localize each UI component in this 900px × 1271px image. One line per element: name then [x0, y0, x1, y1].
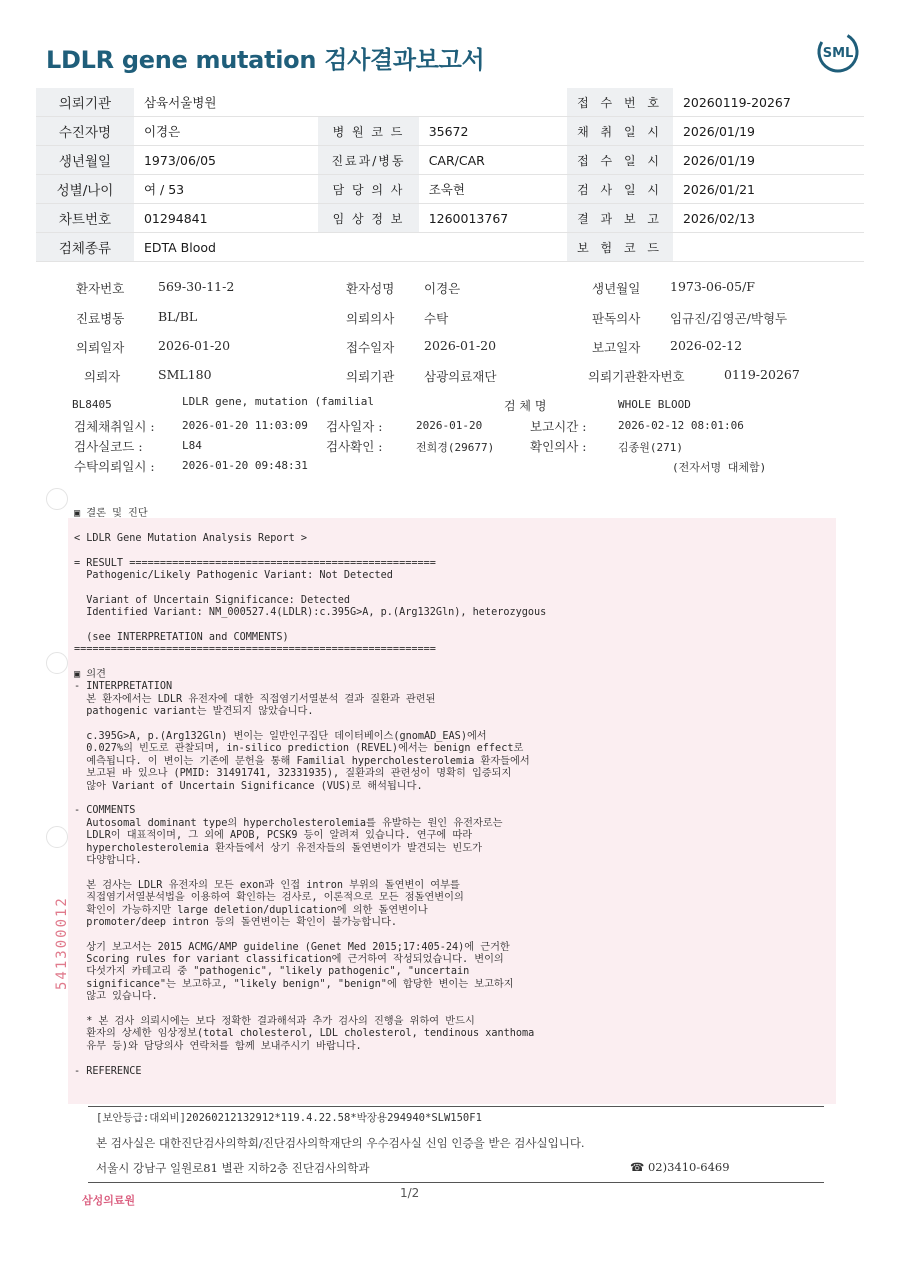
lab-code-label: 검사실코드 : — [74, 439, 143, 454]
report-time-label: 보고시간 : — [530, 419, 587, 434]
lab-code-value: L84 — [182, 439, 202, 452]
header-value: 이경은 — [134, 117, 318, 146]
report-line: LDLR이 대표적이며, 그 외에 APOB, PCSK9 등이 알려져 있습니다. 연구에 따라 — [74, 830, 473, 842]
info-label: 환자성명 — [346, 281, 395, 296]
header-value: 01294841 — [134, 204, 318, 233]
report-line: 0.027%의 빈도로 관찰되며, in-silico prediction (REVEL)에서는 benign effect로 — [74, 743, 524, 755]
header-value: 1260013767 — [419, 204, 567, 233]
info-label: 의뢰기관 — [346, 369, 395, 384]
report-line: 다섯가지 카테고리 중 "pathogenic", "likely pathogenic", "uncertain — [74, 966, 470, 978]
report-line: pathogenic variant는 발견되지 않았습니다. — [74, 706, 314, 718]
info-label: 의뢰의사 — [346, 311, 395, 326]
report-line — [74, 1053, 546, 1065]
header-label: 담 당 의 사 — [318, 175, 418, 204]
info-value: 2026-01-20 — [158, 338, 231, 353]
report-line: * 본 검사 의뢰시에는 보다 정확한 결과해석과 추가 검사의 진행을 위하여 반드시 — [74, 1016, 475, 1028]
header-label: 수진자명 — [36, 117, 134, 146]
report-line: = RESULT ================================================== — [74, 557, 436, 569]
header-label: 진료과/병동 — [318, 146, 418, 175]
header-value: 삼육서울병원 — [134, 88, 318, 117]
report-line: c.395G>A, p.(Arg132Gln) 변이는 일반인구집단 데이터베이스(gnomAD_EAS)에서 — [74, 731, 487, 743]
report-line: significance"는 보고하고, "likely benign", "benign"에 합당한 변이는 보고하지 — [74, 978, 514, 990]
header-label: 보 험 코 드 — [567, 233, 673, 262]
info-value: 임규진/김영곤/박형두 — [670, 311, 788, 326]
report-line: 상기 보고서는 2015 ACMG/AMP guideline (Genet Med 2015;17:405-24)에 근거한 — [74, 941, 510, 953]
header-value — [419, 88, 567, 117]
test-date-label: 검사일자 : — [326, 419, 383, 434]
header-row — [36, 233, 864, 262]
report-line: (see INTERPRETATION and COMMENTS) — [74, 631, 289, 643]
info-value: 삼광의료재단 — [424, 369, 497, 384]
footer-divider — [88, 1106, 824, 1107]
address: 서울시 강남구 일원로81 별관 지하2층 진단검사의학과 — [96, 1161, 370, 1175]
phone: ☎ 02)3410-6469 — [630, 1160, 730, 1174]
info-value: 2026-02-12 — [670, 338, 743, 353]
info-label: 의뢰기관환자번호 — [588, 369, 685, 384]
info-value: 2026-01-20 — [424, 338, 497, 353]
report-line — [74, 520, 546, 532]
header-label: 검체종류 — [36, 233, 134, 262]
report-line: 다양합니다. — [74, 854, 142, 866]
report-line — [74, 719, 546, 731]
info-value: BL/BL — [158, 309, 198, 324]
info-value: 1973-06-05/F — [670, 279, 755, 294]
header-label: 성별/나이 — [36, 175, 134, 204]
side-number: 541300012 — [54, 896, 70, 990]
header-label: 병 원 코 드 — [318, 117, 418, 146]
punch-hole — [46, 826, 68, 848]
report-line: - INTERPRETATION — [74, 681, 173, 693]
test-date-value: 2026-01-20 — [416, 419, 483, 432]
report-body — [74, 508, 546, 1078]
collect-value: 2026-01-20 11:03:09 — [182, 419, 308, 432]
info-label: 보고일자 — [592, 340, 641, 355]
logo-text: SML — [822, 46, 854, 61]
specimen-label: 검 체 명 — [504, 399, 547, 413]
test-code: BL8405 — [72, 398, 112, 411]
report-line: - REFERENCE — [74, 1065, 142, 1077]
header-row — [36, 117, 864, 146]
header-value: 2026/01/19 — [673, 146, 864, 175]
page-number: 1/2 — [400, 1186, 420, 1200]
report-line: Scoring rules for variant classification에 근거하여 작성되었습니다. 변이의 — [74, 954, 504, 966]
request-value: 2026-01-20 09:48:31 — [182, 459, 308, 472]
report-line: promoter/deep intron 등의 돌연변이는 확인이 불가능합니다. — [74, 916, 398, 928]
header-label — [318, 233, 418, 262]
info-label: 의뢰일자 — [76, 340, 125, 355]
header-row — [36, 204, 864, 233]
report-line: - COMMENTS — [74, 805, 136, 817]
header-value: 2026/01/21 — [673, 175, 864, 204]
confirm-label: 검사확인 : — [326, 439, 383, 454]
doctor-value: 김종원(271) — [618, 441, 683, 454]
header-value: 1973/06/05 — [134, 146, 318, 175]
header-label: 접 수 일 시 — [567, 146, 673, 175]
header-value — [673, 233, 864, 262]
report-line: Variant of Uncertain Significance: Detected — [74, 594, 351, 606]
report-line — [74, 657, 546, 669]
report-line — [74, 582, 546, 594]
header-label: 채 취 일 시 — [567, 117, 673, 146]
report-line: 본 환자에서는 LDLR 유전자에 대한 직접염기서열분석 결과 질환과 관련된 — [74, 693, 436, 705]
punch-hole — [46, 652, 68, 674]
report-line: 확인이 가능하지만 large deletion/duplication에 의한 돌연변이나 — [74, 904, 428, 916]
header-value: 2026/02/13 — [673, 204, 864, 233]
info-label: 환자번호 — [76, 281, 125, 296]
report-line: 본 검사는 LDLR 유전자의 모든 exon과 인접 intron 부위의 돌연변이 여부를 — [74, 879, 460, 891]
info-value: 0119-20267 — [724, 367, 800, 382]
info-label: 판독의사 — [592, 311, 641, 326]
header-value: EDTA Blood — [134, 233, 318, 262]
report-line: 않고 있습니다. — [74, 991, 158, 1003]
info-label: 의뢰자 — [84, 369, 121, 384]
report-line: 보고된 바 있으나 (PMID: 31491741, 32331935), 질환과의 관련성이 명확히 입증되지 — [74, 768, 512, 780]
report-line: 직접염기서열분석법을 이용하여 확인하는 검사로, 이론적으로 모든 점돌연변이의 — [74, 892, 464, 904]
report-line: =========================================================== — [74, 644, 436, 656]
cert-statement: 본 검사실은 대한진단검사의학회/진단검사의학재단의 우수검사실 신임 인증을 받은 검사실입니다. — [96, 1136, 585, 1150]
test-name: LDLR gene, mutation (familial — [182, 395, 375, 408]
header-label: 의뢰기관 — [36, 88, 134, 117]
doctor-label: 확인의사 : — [530, 439, 587, 454]
info-value: 이경은 — [424, 281, 461, 296]
report-line: 환자의 상세한 임상정보(total cholesterol, LDL cholesterol, tendinous xanthoma — [74, 1028, 535, 1040]
report-line: Autosomal dominant type의 hypercholesterolemia를 유발하는 원인 유전자로는 — [74, 817, 503, 829]
header-label — [318, 88, 418, 117]
report-line — [74, 620, 546, 632]
report-line: ▣ 의견 — [74, 669, 106, 681]
header-row — [36, 88, 864, 117]
security-line: [보안등급:대외비]20260212132912*119.4.22.58*박장용294940*SLW150F1 — [96, 1112, 482, 1124]
esign-note: (전자서명 대체함) — [672, 461, 767, 474]
report-line — [74, 1004, 546, 1016]
report-line: Pathogenic/Likely Pathogenic Variant: Not Detected — [74, 569, 393, 581]
footer-divider — [88, 1182, 824, 1183]
info-value: 569-30-11-2 — [158, 279, 235, 294]
header-value: 여 / 53 — [134, 175, 318, 204]
report-title: LDLR gene mutation 검사결과보고서 — [46, 46, 485, 74]
report-time-value: 2026-02-12 08:01:06 — [618, 419, 744, 432]
header-value: 조욱현 — [419, 175, 567, 204]
header-label: 생년월일 — [36, 146, 134, 175]
info-value: 수탁 — [424, 311, 449, 326]
specimen-value: WHOLE BLOOD — [618, 398, 691, 411]
report-line: hypercholesterolemia 환자들에서 상기 유전자들의 돌연변이가 발견되는 빈도가 — [74, 842, 482, 854]
punch-hole — [46, 488, 68, 510]
report-line — [74, 867, 546, 879]
request-label: 수탁의뢰일시 : — [74, 459, 155, 474]
header-value: CAR/CAR — [419, 146, 567, 175]
header-info-table — [36, 88, 864, 262]
report-line: 유무 등)와 담당의사 연락처를 함께 보내주시기 바랍니다. — [74, 1040, 362, 1052]
report-line: ▣ 결론 및 진단 — [74, 508, 148, 519]
brand-name: 삼성의료원 — [82, 1194, 136, 1207]
info-label: 접수일자 — [346, 340, 395, 355]
info-value: SML180 — [158, 367, 212, 382]
collect-label: 검체채취일시 : — [74, 419, 155, 434]
sml-logo — [816, 30, 860, 74]
report-line: 예측됩니다. 이 변이는 기존에 문헌을 통해 Familial hypercholesterolemia 환자들에서 — [74, 755, 530, 767]
report-line: < LDLR Gene Mutation Analysis Report > — [74, 532, 308, 544]
header-value: 2026/01/19 — [673, 117, 864, 146]
report-line — [74, 545, 546, 557]
header-value: 35672 — [419, 117, 567, 146]
header-value — [419, 233, 567, 262]
header-label: 차트번호 — [36, 204, 134, 233]
header-row — [36, 175, 864, 204]
report-line — [74, 793, 546, 805]
confirm-value: 전희경(29677) — [416, 441, 495, 454]
header-value: 20260119-20267 — [673, 88, 864, 117]
info-label: 생년월일 — [592, 281, 641, 296]
report-line: 않아 Variant of Uncertain Significance (VUS)로 해석됩니다. — [74, 780, 423, 792]
header-label: 임 상 정 보 — [318, 204, 418, 233]
report-line: Identified Variant: NM_000527.4(LDLR):c.395G>A, p.(Arg132Gln), heterozygous — [74, 607, 547, 619]
info-label: 진료병동 — [76, 311, 125, 326]
header-label: 접 수 번 호 — [567, 88, 673, 117]
header-row — [36, 146, 864, 175]
header-label: 검 사 일 시 — [567, 175, 673, 204]
report-line — [74, 929, 546, 941]
header-label: 결 과 보 고 — [567, 204, 673, 233]
